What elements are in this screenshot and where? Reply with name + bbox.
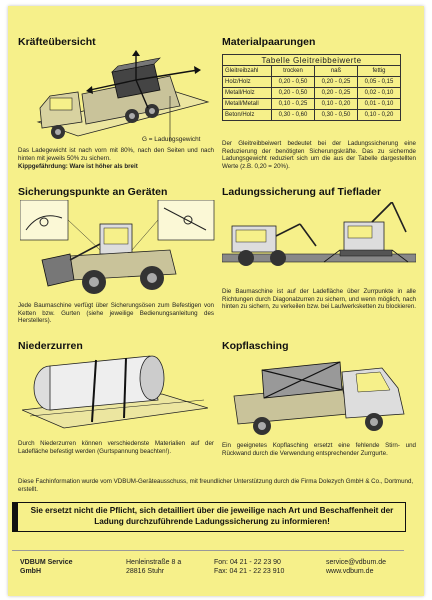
table-cell: 0,20 - 0,50 (272, 88, 315, 99)
sicherungspunkte-title: Sicherungspunkte an Geräten (18, 186, 168, 198)
material-text: Der Gleitreibbeiwert bedeutet bei der Ladungssicherung eine Reduzierung der benötigten Sicherungskräfte. Das zu sichernde Ladungsgewicht reduziert sich um die aus der Tabelle dargestellten Werte (z.B. 0,20 = 20%). (222, 140, 416, 170)
banner-accent-bar (13, 503, 18, 531)
kopflasching-title: Kopflasching (222, 340, 289, 352)
table-cell: Metall/Holz (223, 88, 272, 99)
tieflader-title: Ladungssicherung auf Tieflader (222, 186, 382, 198)
table-row (223, 88, 401, 99)
table-cell: 0,10 - 0,20 (315, 99, 358, 110)
table-cell: 0,20 - 0,25 (315, 88, 358, 99)
fax: Fax: 04 21 - 22 23 910 (214, 568, 285, 575)
document-page (8, 6, 424, 596)
table-header: fettig (358, 66, 401, 77)
niederzurren-text: Durch Niederzurren können verschiedenste Materialien auf der Ladefläche befestigt werden (Gurtspannung beachten!). (18, 440, 214, 455)
table-cell: 0,10 - 0,20 (358, 110, 401, 121)
wheel-loader-illustration (20, 200, 216, 298)
disclaimer-text: Sie ersetzt nicht die Pflicht, sich detailliert über die jeweilige nach Art und Beschaffenheit der Ladung durchzuführende Ladungssicherung zu informieren! (30, 506, 394, 526)
footer-divider (12, 550, 404, 551)
email-link[interactable]: service@vdbum.de (326, 559, 387, 566)
table-caption: Tabelle Gleitreibbeiwerte (223, 55, 401, 66)
table-cell: Holz/Holz (223, 77, 272, 88)
table-header: trocken (272, 66, 315, 77)
phone: Fon: 04 21 - 22 23 90 (214, 559, 281, 566)
table-cell: Beton/Holz (223, 110, 272, 121)
kopflasching-text: Ein geeignetes Kopflasching ersetzt eine fehlende Stirn- und Rückwand durch die Verwendung entsprechender Zurrgurte. (222, 442, 416, 457)
truck-forces-illustration (20, 50, 216, 148)
table-cell: 0,02 - 0,10 (358, 88, 401, 99)
table-row (223, 110, 401, 121)
g-label: G = Ladungsgewicht (142, 136, 201, 143)
tie-down-illustration (22, 352, 208, 432)
niederzurren-title: Niederzurren (18, 340, 83, 352)
table-header: naß (315, 66, 358, 77)
company-name-line2: GmbH (20, 568, 41, 575)
sicherungspunkte-text: Jede Baumaschine verfügt über Sicherungsösen zum Befestigen von Ketten bzw. Gurten (siehe jeweilige Bedienungsanleitung des Herstellers). (18, 302, 214, 325)
disclaimer-banner (12, 502, 406, 532)
low-loader-illustration (222, 202, 416, 284)
web-link[interactable]: www.vdbum.de (326, 568, 374, 575)
table-cell: 0,20 - 0,50 (272, 77, 315, 88)
tieflader-text: Die Baumaschine ist auf der Ladefläche über Zurrpunkte in alle Richtungen durch Diagonalzurren zu sichern, und wenn möglich, nach hinten zu sichern, zu verkeilen bzw. bei Laufwerksketten zu blockieren. (222, 288, 416, 311)
table-cell: Metall/Metall (223, 99, 272, 110)
kraefte-text: Das Ladegewicht ist nach vorn mit 80%, nach den Seiten und nach hinten mit jeweils 50% zu sichern. (18, 147, 214, 162)
info-text: Diese Fachinformation wurde vom VDBUM-Geräteausschuss, mit freundlicher Unterstützung durch die Firma Dolezych GmbH & Co., Dortmund, erstellt. (18, 478, 414, 493)
footer-address (126, 558, 181, 576)
footer-phone-fax (214, 558, 284, 576)
company-name-line1: VDBUM Service (20, 559, 73, 566)
kraefte-warning: Kippgefährdung: Ware ist höher als breit (18, 163, 138, 170)
table-cell: 0,01 - 0,10 (358, 99, 401, 110)
table-cell: 0,20 - 0,25 (315, 77, 358, 88)
table-header: Gleitreibzahl (223, 66, 272, 77)
footer-company (20, 558, 73, 576)
kraefte-title: Kräfteübersicht (18, 36, 96, 48)
friction-table (222, 54, 401, 121)
table-cell: 0,10 - 0,25 (272, 99, 315, 110)
table-cell: 0,30 - 0,50 (315, 110, 358, 121)
table-row (223, 77, 401, 88)
table-cell: 0,30 - 0,60 (272, 110, 315, 121)
table-cell: 0,05 - 0,15 (358, 77, 401, 88)
head-lashing-illustration (222, 352, 416, 440)
street: Henleinstraße 8 a (126, 559, 182, 566)
table-row (223, 99, 401, 110)
material-title: Materialpaarungen (222, 36, 316, 48)
city: 28816 Stuhr (126, 568, 165, 575)
footer-contact (326, 558, 386, 576)
